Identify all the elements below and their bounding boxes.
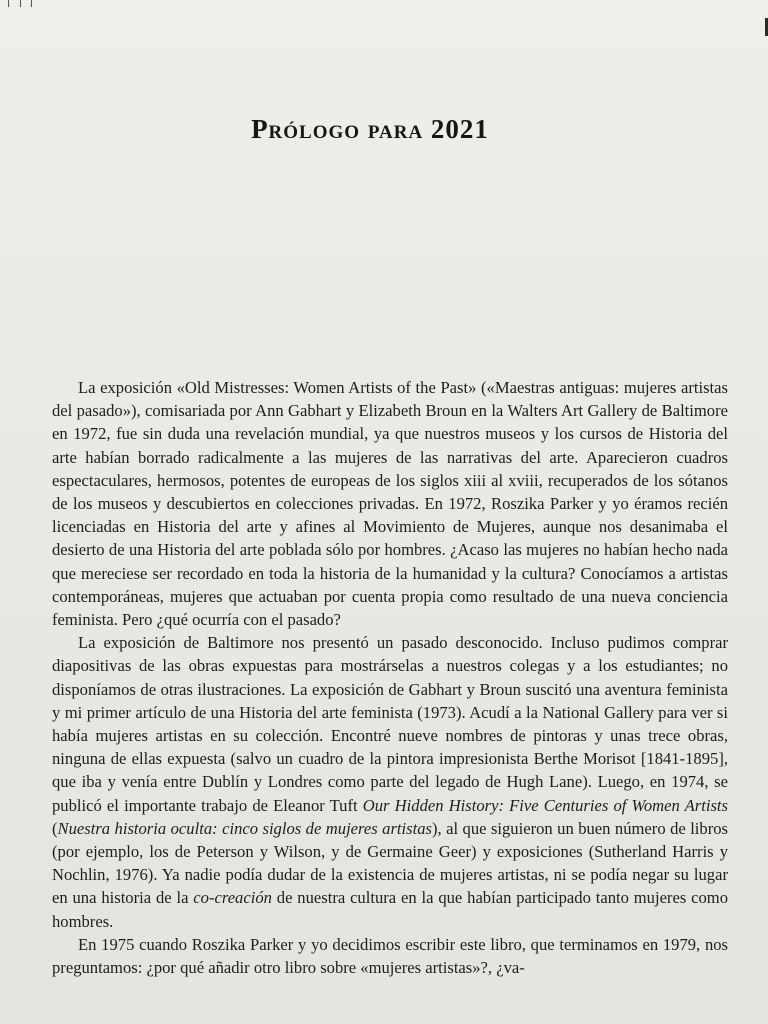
paragraph — [52, 933, 728, 979]
text-run: La exposición «Old Mistresses: Women Artists of the Past» («Maestras antiguas: mujeres artistas del pasado»), comisariada por Ann Gabhart y Elizabeth Broun en la Walters Art Gallery de Baltimore en 1972, fue sin duda una revelación mundial, ya que nuestros museos y los cursos de Historia del arte habían borrado radicalmente a las mujeres de las narrativas del arte. Aparecieron cuadros espectaculares, hermosos, potentes de europeas de los siglos xiii al xviii, recuperados de los sótanos de los museos y descubiertos en colecciones privadas. En 1972, Roszika Parker y yo éramos recién licenciadas en Historia del arte y afines al Movimiento de Mujeres, aunque nos desanimaba el desierto de una Historia del arte poblada sólo por hombres. ¿Acaso las mujeres no habían hecho nada que mereciese ser recordado en toda la historia de la humanidad y la cultura? Conocíamos a artistas contemporáneas, mujeres que actuaban por cuenta propia como resultado de una nueva conciencia feminista. Pero ¿qué ocurría con el pasado? — [52, 378, 728, 630]
italic-text: Our Hidden History: Five Centuries of Women Artists — [362, 795, 728, 815]
text-run: de nuestra cultura en la que habían participado tanto mujeres como hombres. — [52, 888, 728, 931]
italic-text: co-creación — [193, 888, 272, 908]
paragraph — [52, 376, 728, 631]
paragraph — [52, 631, 728, 933]
text-run: ( — [52, 818, 58, 838]
text-run: ), al que siguieron un buen número de libros (por ejemplo, los de Peterson y Wilson, y de Germaine Geer) y exposiciones (Sutherland Harris y Nochlin, 1976). Ya nadie podía dudar de la existencia de mujeres artistas, ni se podía negar su lugar en una historia de la — [52, 818, 728, 908]
body-text — [52, 376, 728, 979]
text-run: La exposición de Baltimore nos presentó un pasado desconocido. Incluso pudimos comprar diapositivas de las obras expuestas para mostrárselas a nuestros colegas y a los estudiantes; no disponíamos de otras ilustraciones. La exposición de Gabhart y Broun suscitó una aventura feminista y mi primer artículo de una Historia del arte feminista (1973). Acudí a la National Gallery para ver si había mujeres artistas en su colección. Encontré nueve nombres de pintoras y unas trece obras, ninguna de ellas expuesta (salvo un cuadro de la pintora impresionista Berthe Morisot [1841-1895], que iba y venía entre Dublín y Londres como parte del legado de Hugh Lane). Luego, en 1974, se publicó el importante trabajo de Eleanor Tuft — [52, 633, 728, 815]
page-title: Prólogo para 2021 — [251, 114, 489, 145]
text-run: En 1975 cuando Roszika Parker y yo decidimos escribir este libro, que terminamos en 1979, nos preguntamos: ¿por qué añadir otro libro sobre «mujeres artistas»?, ¿va- — [52, 934, 728, 978]
scan-edge-marks — [0, 0, 40, 8]
italic-text: Nuestra historia oculta: cinco siglos de mujeres artistas — [57, 818, 432, 838]
